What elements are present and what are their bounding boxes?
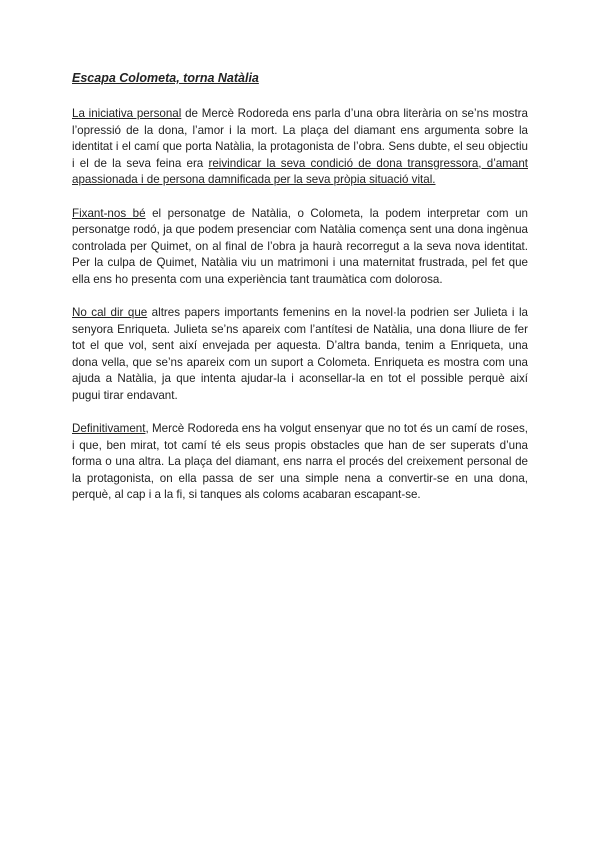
paragraph-1-emphasis: reivindicar la seva condició de dona transgressora, d’amant apassionada i de persona damnificada per la seva pròpia situació vital. [72, 156, 528, 186]
paragraph-3-lead: No cal dir que [72, 306, 148, 319]
paragraph-2 [72, 206, 528, 289]
paragraph-4-lead: Definitivament [72, 422, 146, 435]
paragraph-3-body: altres papers importants femenins en la novel·la podrien ser Julieta i la senyora Enriqueta. Julieta se’ns apareix com l’antítesi de Natàlia, una dona lliure de fer tot el que vol, sent així envejada per aquesta. D’altra banda, tenim a Enriqueta, una dona vella, que se’ns apareix com un suport a Colometa. Enriqueta es mostra com una ajuda a Natàlia, ja que intenta ajudar-la i aconsellar-la en tot el possible perquè així pugui tirar endavant. [72, 306, 528, 402]
paragraph-4-body: , Mercè Rodoreda ens ha volgut ensenyar que no tot és un camí de roses, i que, ben mirat, tot camí té els seus propis obstacles que han de ser superats d’una forma o una altra. La plaça del diamant, ens narra el procés del creixement personal de la protagonista, on ella passa de ser una simple nena a convertir-se en una dona, perquè, al cap i a la fi, si tanques als coloms acabaran escapant-se. [72, 422, 528, 501]
paragraph-1-lead: La iniciativa personal [72, 107, 182, 120]
paragraph-1-body: de Mercè Rodoreda ens parla d’una obra literària on se’ns mostra l’opressió de la dona, l’amor i la mort. La plaça del diamant ens argumenta sobre la identitat i el camí que porta Natàlia, la protagonista de l’obra. Sens dubte, el seu objectiu i el de la seva feina era [72, 107, 528, 170]
document-title: Escapa Colometa, torna Natàlia [72, 71, 259, 85]
paragraph-3 [72, 305, 528, 404]
paragraph-2-body: el personatge de Natàlia, o Colometa, la podem interpretar com un personatge rodó, ja que podem presenciar com Natàlia comença sent una dona ingènua controlada per Quimet, on al final de l’obra ja haurà recorregut a la seva nova identitat. Per la culpa de Quimet, Natàlia viu un matrimoni i una maternitat frustrada, pel fet que ella ens ho presenta com una experiència tant traumàtica com dolorosa. [72, 206, 529, 286]
paragraph-1 [72, 106, 528, 189]
paragraph-4 [72, 421, 528, 504]
paragraph-2-lead: Fixant-nos bé [72, 206, 146, 220]
